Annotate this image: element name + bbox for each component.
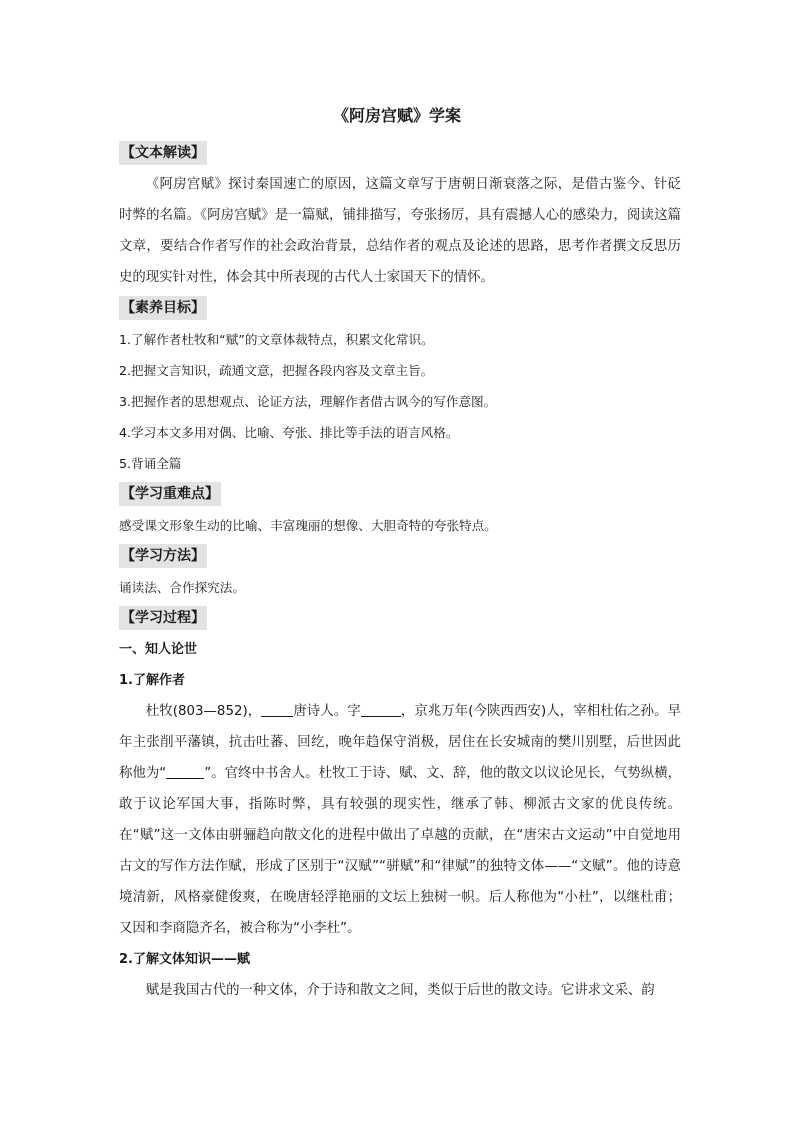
author-paragraph xyxy=(119,696,681,944)
author-text-a: 杜牧(803—852)， xyxy=(145,704,262,719)
fill-blank-dynasty xyxy=(261,702,293,717)
methods-text: 诵读法、合作探究法。 xyxy=(119,580,245,595)
document-body xyxy=(119,138,681,1006)
part-heading-author-context: 一、知人论世 xyxy=(119,642,198,657)
goal-item-2: 2.把握文言知识，疏通文意，把握各段内容及文章主旨。 xyxy=(119,363,434,378)
section-heading-process: 【学习过程】 xyxy=(119,606,207,630)
fill-blank-courtesy-name xyxy=(361,702,401,717)
goal-item-5: 5.背诵全篇 xyxy=(119,456,182,471)
section-heading-methods: 【学习方法】 xyxy=(119,544,207,568)
goal-item-3: 3.把握作者的思想观点、论证方法，理解作者借古讽今的写作意图。 xyxy=(119,394,497,409)
author-text-c: ，京兆万年(今陕西西安)人，宰相杜佑之孙。早年主张削平藩镇，抗击吐蕃、回纥，晚年趋保守消极，居住在长安城南的樊川别墅，后世因此称他为“ xyxy=(119,704,681,781)
subheading-know-author: 1.了解作者 xyxy=(119,673,185,688)
goal-item-1: 1.了解作者杜牧和“赋”的文章体裁特点，积累文化常识。 xyxy=(119,332,434,347)
fill-blank-nickname xyxy=(166,764,204,779)
reading-paragraph: 《阿房宫赋》探讨秦国速亡的原因，这篇文章写于唐朝日渐衰落之际，是借古鉴今、针砭时弊的名篇。《阿房宫赋》是一篇赋，铺排描写，夸张扬厉，具有震撼人心的感染力，阅读这篇文章，要结合作者写作的社会政治背景，总结作者的观点及论述的思路，思考作者撰文反思历史的现实针对性，体会其中所表现的古代人士家国天下的情怀。 xyxy=(119,177,681,285)
keypoints-text: 感受课文形象生动的比喻、丰富瑰丽的想像、大胆奇特的夸张特点。 xyxy=(119,518,497,533)
author-text-d: ”。官终中书舍人。杜牧工于诗、赋、文、辞，他的散文以议论见长，气势纵横，敢于议论军国大事，指陈时弊，具有较强的现实性，继承了韩、柳派古文家的优良传统。在“赋”这一文体由骈骊趋向散文化的进程中做出了卓越的贡献，在“唐宋古文运动”中自觉地用古文的写作方法作赋，形成了区别于“汉赋”“骈赋”和“律赋”的独特文体——“文赋”。他的诗意境清新，风格豪健俊爽，在晚唐轻浮艳丽的文坛上独树一帜。后人称他为“小杜”，以继杜甫；又因和李商隐齐名，被合称为“小李杜”。 xyxy=(119,766,682,936)
section-heading-keypoints: 【学习重难点】 xyxy=(119,482,221,506)
section-heading-reading: 【文本解读】 xyxy=(119,141,207,165)
subheading-genre: 2.了解文体知识——赋 xyxy=(119,952,250,967)
genre-paragraph: 赋是我国古代的一种文体，介于诗和散文之间，类似于后世的散文诗。它讲求文采、韵 xyxy=(145,983,655,998)
goal-item-4: 4.学习本文多用对偶、比喻、夸张、排比等手法的语言风格。 xyxy=(119,425,459,440)
author-text-b: 唐诗人。字 xyxy=(293,704,361,719)
document-title: 《阿房宫赋》学案 xyxy=(332,106,461,125)
section-heading-goals: 【素养目标】 xyxy=(119,296,207,320)
